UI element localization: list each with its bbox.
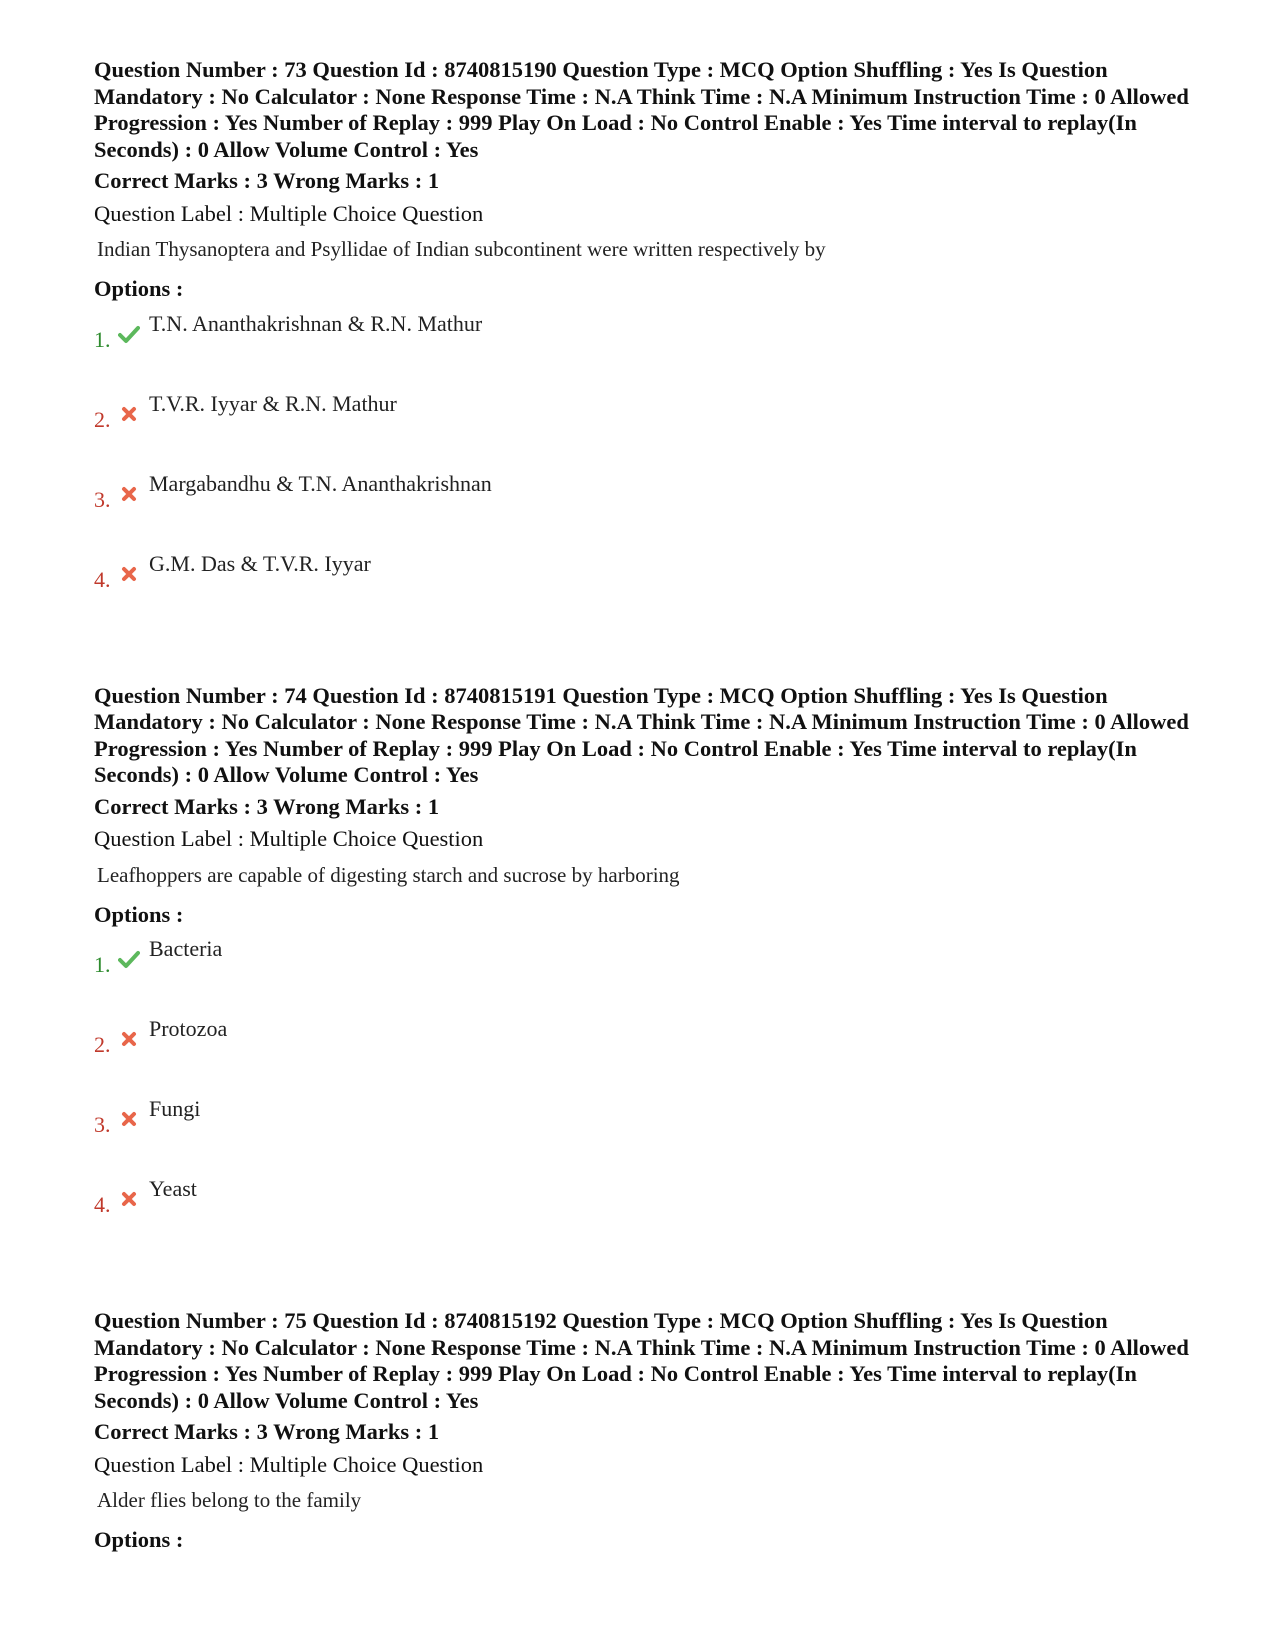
option-text: Margabandhu & T.N. Ananthakrishnan [149,470,492,496]
question-marks: Correct Marks : 3 Wrong Marks : 1 [94,1419,440,1444]
options-heading: Options : [94,901,184,927]
option-item [94,1016,1194,1096]
cross-icon [118,403,140,425]
question-header: Question Number : 73 Question Id : 8740815190 Question Type : MCQ Option Shuffling : Yes Is Question Mandatory : No Calculator : None Response Time : N.A Think Time : N.A Minimum Instruction Time : 0 Allowed Progression : Yes Number of Replay : 999 Play On Load : No Control Enable : Yes Time interval to replay(In Seconds) : 0 Allow Volume Control : Yes [94,57,1189,162]
question-header: Question Number : 75 Question Id : 8740815192 Question Type : MCQ Option Shuffling : Yes Is Question Mandatory : No Calculator : None Response Time : N.A Think Time : N.A Minimum Instruction Time : 0 Allowed Progression : Yes Number of Replay : 999 Play On Load : No Control Enable : Yes Time interval to replay(In Seconds) : 0 Allow Volume Control : Yes [94,1308,1189,1413]
cross-icon [118,563,140,585]
check-icon [118,948,140,970]
question-label: Question Label : Multiple Choice Question [94,200,484,226]
option-list [94,311,1194,631]
question-header: Question Number : 74 Question Id : 8740815191 Question Type : MCQ Option Shuffling : Yes Is Question Mandatory : No Calculator : None Response Time : N.A Think Time : N.A Minimum Instruction Time : 0 Allowed Progression : Yes Number of Replay : 999 Play On Load : No Control Enable : Yes Time interval to replay(In Seconds) : 0 Allow Volume Control : Yes [94,682,1189,787]
option-item [94,391,1194,471]
question-text: Alder flies belong to the family [97,1488,362,1512]
option-text: Yeast [149,1176,197,1201]
cross-icon [118,1108,140,1130]
question-spacer [94,1256,1194,1308]
option-number: 2. [94,1032,111,1057]
option-number: 4. [94,566,111,592]
option-number: 3. [94,1112,111,1137]
option-text: Fungi [149,1096,201,1121]
check-icon [118,323,140,345]
option-text: T.V.R. Iyyar & R.N. Mathur [149,390,397,416]
option-text: G.M. Das & T.V.R. Iyyar [149,550,371,576]
question-block-74 [94,683,1194,1257]
question-spacer [94,631,1194,683]
options-heading: Options : [94,1527,184,1552]
option-item [94,1096,1194,1176]
option-item [94,936,1194,1016]
question-label: Question Label : Multiple Choice Question [94,1451,484,1477]
option-number: 1. [94,326,111,352]
question-marks: Correct Marks : 3 Wrong Marks : 1 [94,168,440,193]
option-number: 1. [94,952,111,977]
option-text: Protozoa [149,1016,228,1041]
option-number: 2. [94,406,111,432]
option-item [94,1176,1194,1256]
option-item [94,551,1194,631]
question-block-75 [94,1308,1194,1554]
question-text: Leafhoppers are capable of digesting starch and sucrose by harboring [97,862,680,887]
question-label: Question Label : Multiple Choice Question [94,826,484,851]
question-marks: Correct Marks : 3 Wrong Marks : 1 [94,793,440,819]
option-list [94,936,1194,1256]
cross-icon [118,1188,140,1210]
option-item [94,471,1194,551]
question-block-73 [94,57,1194,631]
option-text: Bacteria [149,936,223,961]
option-item [94,311,1194,391]
question-paper-page [94,57,1194,1554]
cross-icon [118,483,140,505]
question-text: Indian Thysanoptera and Psyllidae of Indian subcontinent were written respectively by [97,237,826,261]
option-text: T.N. Ananthakrishnan & R.N. Mathur [149,310,483,336]
option-number: 4. [94,1192,111,1217]
cross-icon [118,1028,140,1050]
option-number: 3. [94,486,111,512]
options-heading: Options : [94,276,184,301]
